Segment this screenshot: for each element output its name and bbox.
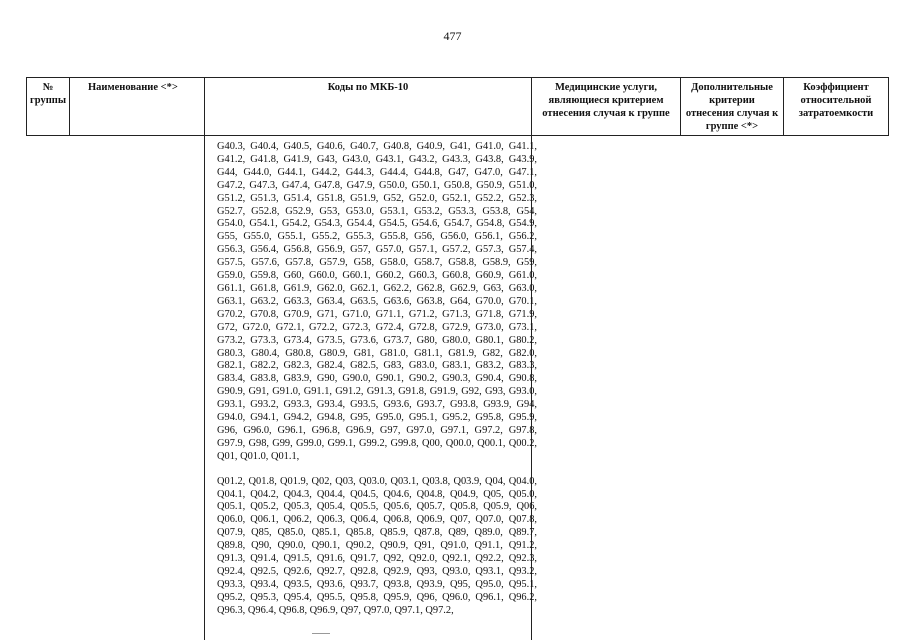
header-additional-criteria: Дополнительные критерии отнесения случая к группе <*> — [681, 78, 784, 136]
header-row — [27, 78, 889, 136]
icd-codes-cell — [217, 141, 537, 630]
table-header — [26, 77, 889, 136]
header-cost-coefficient: Коэффициент относительной затратоемкости — [784, 78, 889, 136]
column-divider — [204, 136, 205, 640]
header-name: Наименование <*> — [70, 78, 205, 136]
header-group-number: № группы — [27, 78, 70, 136]
page-edge-mark — [312, 633, 330, 634]
icd-codes-paragraph: G40.3, G40.4, G40.5, G40.6, G40.7, G40.8, G40.9, G41, G41.0, G41.1, G41.2, G41.8, G41.9, G43, G43.0, G43.1, G43.2, G43.3, G43.8, G43.9, G44, G44.0, G44.1, G44.2, G44.3, G44.4, G44.8, G47, G47.0, G47.1, G47.2, G47.3, G47.4, G47.8, G47.9, G50.0, G50.1, G50.8, G50.9, G51.0, G51.2, G51.3, G51.4, G51.8, G51.9, G52, G52.0, G52.1, G52.2, G52.3, G52.7, G52.8, G52.9, G53, G53.0, G53.1, G53.2, G53.3, G53.8, G54, G54.0, G54.1, G54.2, G54.3, G54.4, G54.5, G54.6, G54.7, G54.8, G54.9, G55, G55.0, G55.1, G55.2, G55.3, G55.8, G56, G56.0, G56.1, G56.2, G56.3, G56.4, G56.8, G56.9, G57, G57.0, G57.1, G57.2, G57.3, G57.4, G57.5, G57.6, G57.8, G57.9, G58, G58.0, G58.7, G58.8, G58.9, G59, G59.0, G59.8, G60, G60.0, G60.1, G60.2, G60.3, G60.8, G60.9, G61.0, G61.1, G61.8, G61.9, G62.0, G62.1, G62.2, G62.8, G62.9, G63, G63.0, G63.1, G63.2, G63.3, G63.4, G63.5, G63.6, G63.8, G64, G70.0, G70.1, G70.2, G70.8, G70.9, G71, G71.0, G71.1, G71.2, G71.3, G71.8, G71.9, G72, G72.0, G72.1, G72.2, G72.3, G72.4, G72.8, G72.9, G73.0, G73.1, G73.2, G73.3, G73.4, G73.5, G73.6, G73.7, G80, G80.0, G80.1, G80.2, G80.3, G80.4, G80.8, G80.9, G81, G81.0, G81.1, G81.9, G82, G82.0, G82.1, G82.2, G82.3, G82.4, G82.5, G83, G83.0, G83.1, G83.2, G83.3, G83.4, G83.8, G83.9, G90, G90.0, G90.1, G90.2, G90.3, G90.4, G90.8, G90.9, G91, G91.0, G91.1, G91.2, G91.3, G91.8, G91.9, G92, G93, G93.0, G93.1, G93.2, G93.3, G93.4, G93.5, G93.6, G93.7, G93.8, G93.9, G94, G94.0, G94.1, G94.2, G94.8, G95, G95.0, G95.1, G95.2, G95.8, G95.9, G96, G96.0, G96.1, G96.8, G96.9, G97, G97.0, G97.1, G97.2, G97.8, G97.9, G98, G99, G99.0, G99.1, G99.2, G99.8, Q00, Q00.0, Q00.1, Q00.2, Q01, Q01.0, Q01.1, — [217, 141, 537, 462]
table-body — [26, 136, 888, 640]
page-number: 477 — [443, 29, 462, 43]
header-medical-services: Медицинские услуги, являющиеся критерием отнесения случая к группе — [532, 78, 681, 136]
header-icd-codes: Коды по МКБ-10 — [205, 78, 532, 136]
icd-codes-paragraph: Q01.2, Q01.8, Q01.9, Q02, Q03, Q03.0, Q03.1, Q03.8, Q03.9, Q04, Q04.0, Q04.1, Q04.2, Q04.3, Q04.4, Q04.5, Q04.6, Q04.8, Q04.9, Q05, Q05.0, Q05.1, Q05.2, Q05.3, Q05.4, Q05.5, Q05.6, Q05.7, Q05.8, Q05.9, Q06, Q06.0, Q06.1, Q06.2, Q06.3, Q06.4, Q06.8, Q06.9, Q07, Q07.0, Q07.8, Q07.9, Q85, Q85.0, Q85.1, Q85.8, Q85.9, Q87.8, Q89, Q89.0, Q89.7, Q89.8, Q90, Q90.0, Q90.1, Q90.2, Q90.9, Q91, Q91.0, Q91.1, Q91.2, Q91.3, Q91.4, Q91.5, Q91.6, Q91.7, Q92, Q92.0, Q92.1, Q92.2, Q92.3, Q92.4, Q92.5, Q92.6, Q92.7, Q92.8, Q92.9, Q93, Q93.0, Q93.1, Q93.2, Q93.3, Q93.4, Q93.5, Q93.6, Q93.7, Q93.8, Q93.9, Q95, Q95.0, Q95.1, Q95.2, Q95.3, Q95.4, Q95.5, Q95.8, Q95.9, Q96, Q96.0, Q96.1, Q96.2, Q96.3, Q96.4, Q96.8, Q96.9, Q97, Q97.0, Q97.1, Q97.2, — [217, 475, 537, 616]
